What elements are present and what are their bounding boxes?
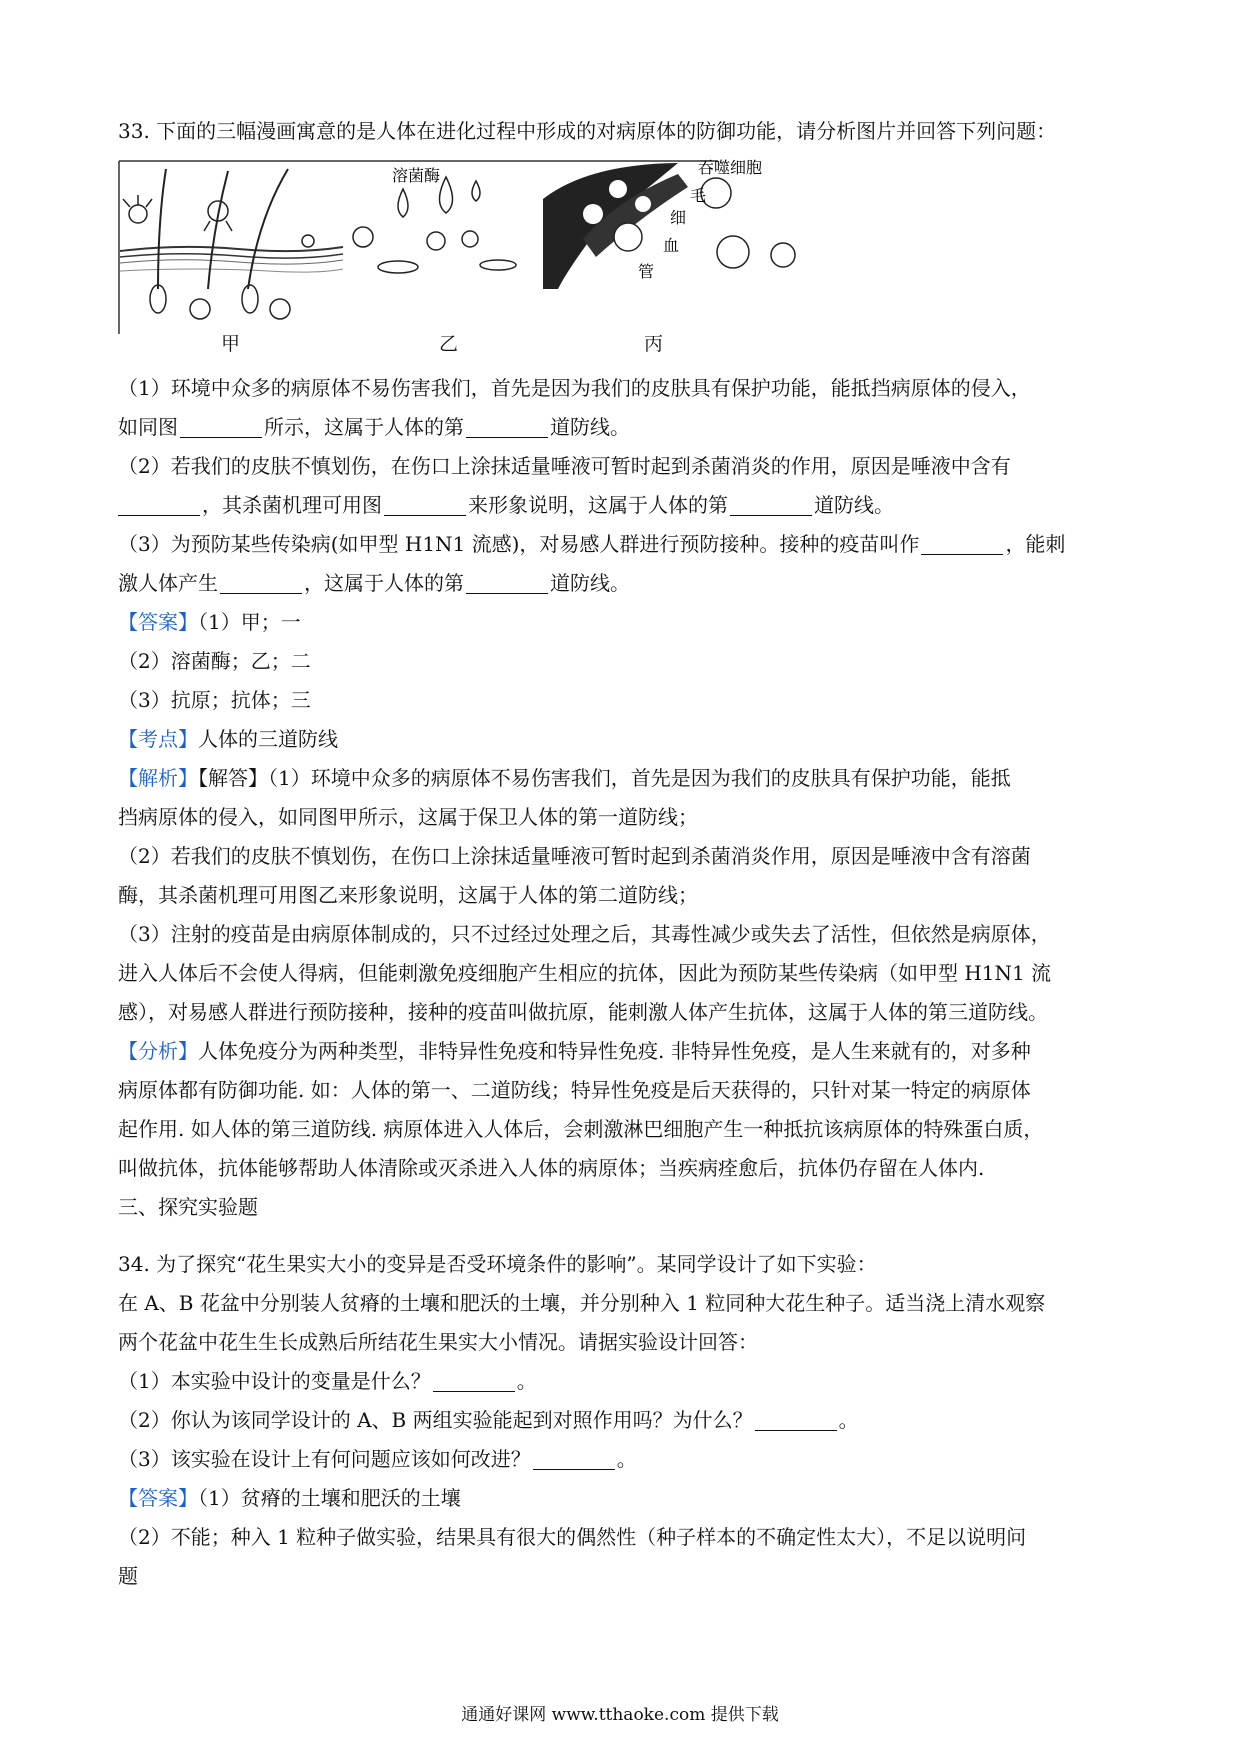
- section-title: 三、探究实验题: [118, 1195, 258, 1219]
- document-page: [118, 112, 1128, 1596]
- label-phagocyte: 吞噬细胞: [698, 159, 763, 177]
- q33-p3b: 激人体产生 ，这属于人体的第 道防线。: [118, 571, 630, 595]
- panel-phagocyte: [543, 163, 795, 289]
- answer-blank: [180, 415, 262, 438]
- q34-a2b: 题: [118, 1564, 138, 1588]
- q33-answer-2: （2）溶菌酶；乙；二: [118, 649, 311, 673]
- answer-blank: [118, 493, 200, 516]
- caption-yi: 乙: [439, 333, 459, 355]
- q33-jiexi: 【解析】【解答】（1）环境中众多的病原体不易伤害我们，首先是因为我们的皮肤具有保护功能，能抵: [118, 766, 1011, 790]
- q33-jx1: 挡病原体的侵入，如同图甲所示，这属于保卫人体的第一道防线；: [118, 805, 698, 829]
- q34-q3: （3）该实验在设计上有何问题应该如何改进？ 。: [118, 1447, 637, 1471]
- label-xue: 血: [663, 236, 680, 255]
- fenxi-tag: 【分析】: [118, 1039, 198, 1063]
- q33-answer-3: （3）抗原；抗体；三: [118, 688, 311, 712]
- label-mao: 毛: [690, 186, 707, 205]
- label-lysozyme: 溶菌酶: [392, 166, 441, 185]
- q33-p3a: （3）为预防某些传染病(如甲型 H1N1 流感)，对易感人群进行预防接种。接种的疫苗叫作 ，能刺: [118, 532, 1066, 556]
- answer-blank: [466, 571, 548, 594]
- q33-p1b: 如同图 所示，这属于人体的第 道防线。: [118, 415, 630, 439]
- q34-answer-1: 【答案】（1）贫瘠的土壤和肥沃的土壤: [118, 1486, 461, 1510]
- panel-skin: [120, 169, 343, 319]
- answer-blank: [533, 1447, 615, 1470]
- q33-stem: 33. 下面的三幅漫画寓意的是人体在进化过程中形成的对病原体的防御功能，请分析图片并回答下列问题：: [118, 119, 1057, 143]
- answer-blank: [433, 1369, 515, 1392]
- caption-bing: 丙: [644, 333, 664, 355]
- q33-answer-1: 【答案】（1）甲；一: [118, 610, 301, 634]
- jiexi-tag: 【解析】: [118, 766, 198, 790]
- answer-blank: [384, 493, 466, 516]
- q34-s2: 在 A、B 花盆中分别装人贫瘠的土壤和肥沃的土壤，并分别种入 1 粒同种大花生种子。适当浇上清水观察: [118, 1291, 1046, 1315]
- answer-blank: [220, 571, 302, 594]
- label-guan: 管: [638, 262, 655, 281]
- q33-fx4: 叫做抗体，抗体能够帮助人体清除或灭杀进入人体的病原体；当疾病痊愈后，抗体仍存留在人体内.: [118, 1156, 985, 1180]
- answer-blank: [466, 415, 548, 438]
- q34-q1: （1）本实验中设计的变量是什么？ 。: [118, 1369, 537, 1393]
- q34-a2a: （2）不能；种入 1 粒种子做实验，结果具有很大的偶然性（种子样本的不确定性太大），不足以说明问: [118, 1525, 1027, 1549]
- answer-blank: [730, 493, 812, 516]
- q34-s3: 两个花盆中花生生长成熟后所结花生果实大小情况。请据实验设计回答：: [118, 1330, 758, 1354]
- q33-fx2: 病原体都有防御功能. 如：人体的第一、二道防线；特异性免疫是后天获得的，只针对某一特定的病原体: [118, 1078, 1031, 1102]
- q33-jx2b: 酶，其杀菌机理可用图乙来形象说明，这属于人体的第二道防线；: [118, 883, 698, 907]
- q33-p2b: ，其杀菌机理可用图 来形象说明，这属于人体的第 道防线。: [118, 486, 1128, 525]
- q33-p1a: （1）环境中众多的病原体不易伤害我们，首先是因为我们的皮肤具有保护功能，能抵挡病原体的侵入，: [118, 376, 1031, 400]
- caption-jia: 甲: [221, 333, 241, 355]
- q34-q2: （2）你认为该同学设计的 A、B 两组实验能起到对照作用吗？为什么？ 。: [118, 1408, 859, 1432]
- kaodian-tag: 【考点】: [118, 727, 198, 751]
- page-footer: 通通好课网 www.tthaoke.com 提供下载: [461, 1705, 779, 1725]
- q33-p2a: （2）若我们的皮肤不慎划伤，在伤口上涂抹适量唾液可暂时起到杀菌消炎的作用，原因是唾液中含有: [118, 454, 1011, 478]
- q33-jx2a: （2）若我们的皮肤不慎划伤，在伤口上涂抹适量唾液可暂时起到杀菌消炎作用，原因是唾液中含有溶菌: [118, 844, 1031, 868]
- q33-jx3b: 进入人体后不会使人得病，但能刺激免疫细胞产生相应的抗体，因此为预防某些传染病（如甲型 H1N1 流: [118, 961, 1052, 985]
- q33-fenxi: 【分析】人体免疫分为两种类型，非特异性免疫和特异性免疫. 非特异性免疫，是人生来就有的，对多种: [118, 1039, 1031, 1063]
- q33-fx3: 起作用. 如人体的第三道防线. 病原体进入人体后，会刺激淋巴细胞产生一种抵抗该病原体的特殊蛋白质，: [118, 1117, 1044, 1141]
- answer-blank: [755, 1408, 837, 1431]
- label-xi: 细: [670, 208, 687, 227]
- q33-jx3a: （3）注射的疫苗是由病原体制成的，只不过经过处理之后，其毒性减少或失去了活性，但依然是病原体，: [118, 922, 1051, 946]
- panel-lysozyme: [353, 177, 516, 273]
- immune-defense-figure: [118, 159, 858, 357]
- q34-stem: 34. 为了探究“花生果实大小的变异是否受环境条件的影响”。某同学设计了如下实验：: [118, 1252, 877, 1276]
- answer-tag: 【答案】: [118, 1486, 198, 1510]
- q33-jx3c: 感），对易感人群进行预防接种，接种的疫苗叫做抗原，能刺激人体产生抗体，这属于人体的第三道防线。: [118, 1000, 1048, 1024]
- q33-kaodian: 【考点】人体的三道防线: [118, 727, 338, 751]
- cartoon-illustration: [118, 159, 858, 357]
- answer-blank: [921, 532, 1003, 555]
- answer-tag: 【答案】: [118, 610, 198, 634]
